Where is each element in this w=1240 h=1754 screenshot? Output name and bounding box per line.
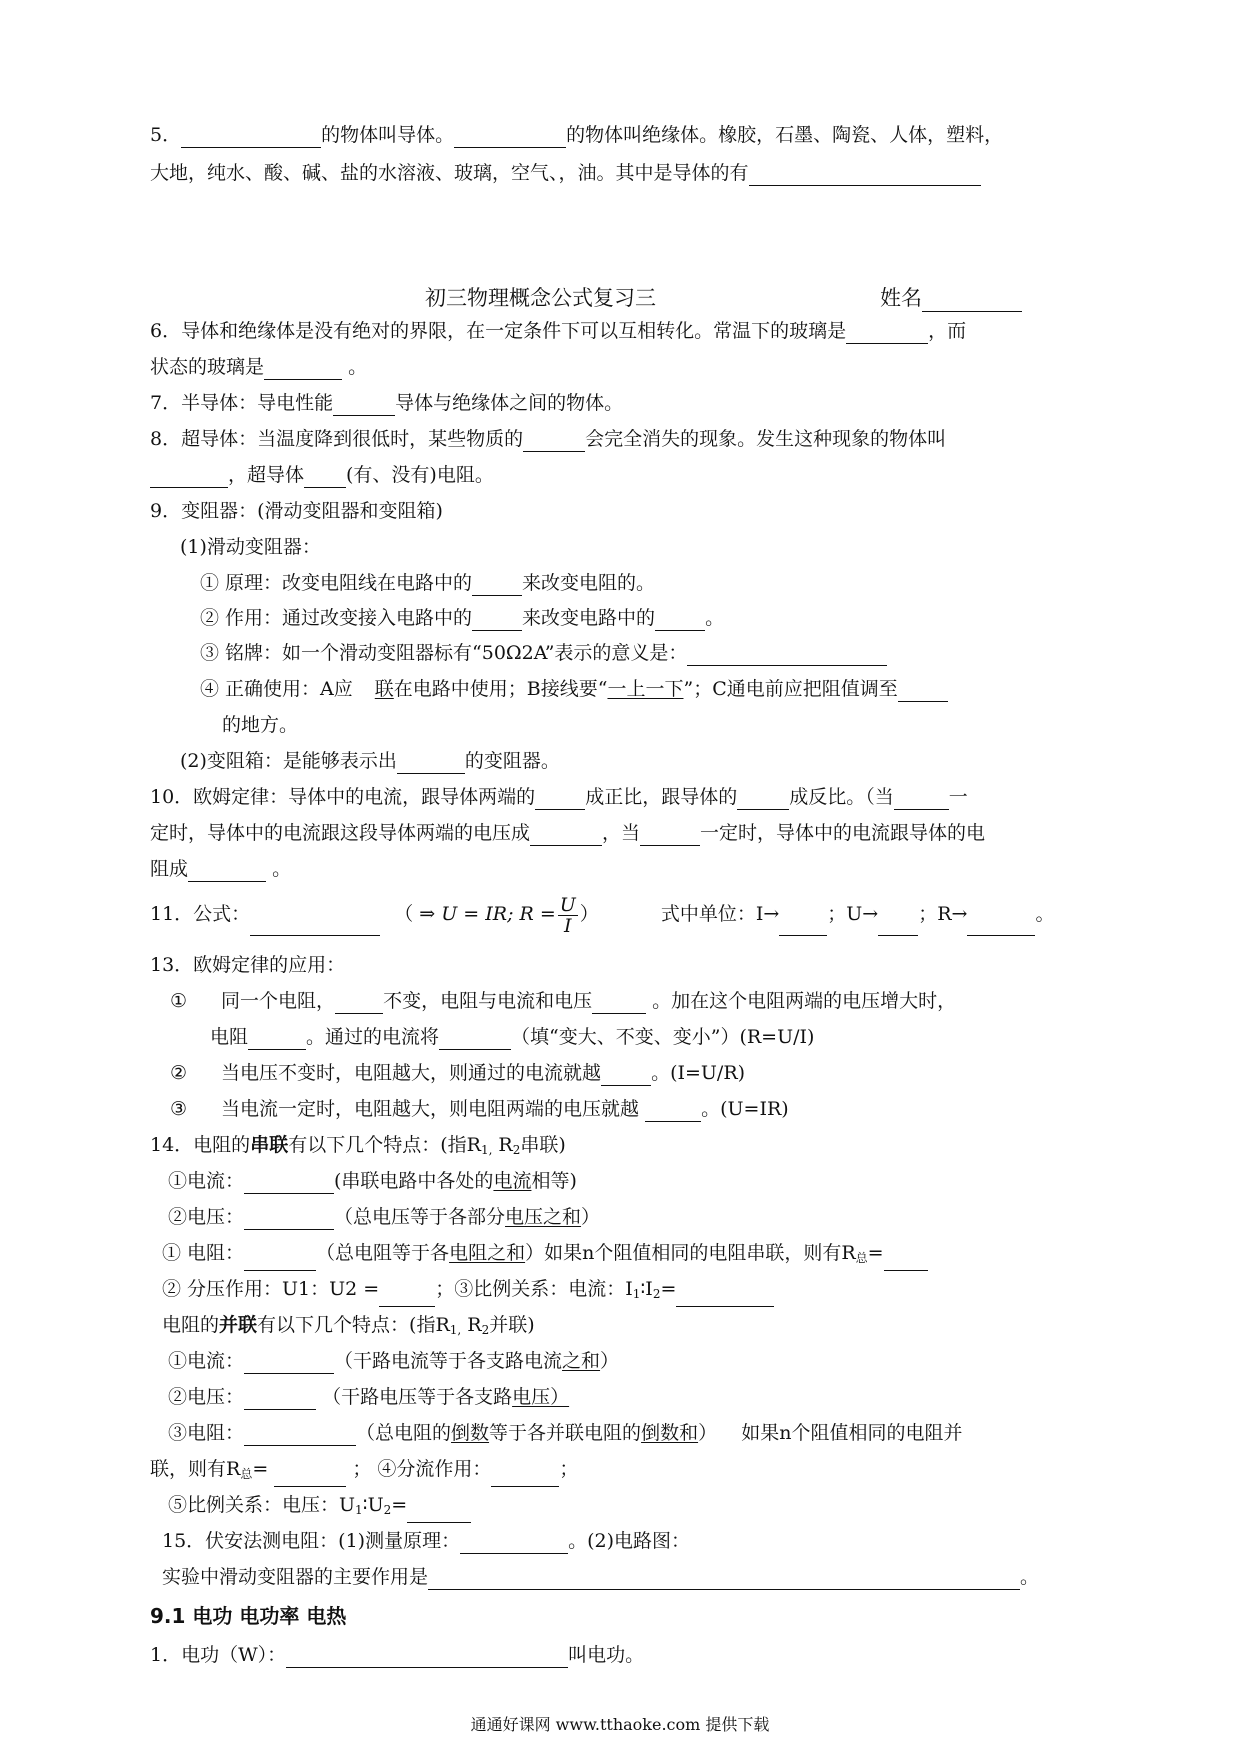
q10-blank-5[interactable] — [640, 825, 700, 846]
q14-p-d: R — [461, 1314, 482, 1336]
q9-item4 — [200, 676, 948, 702]
q14-parallel-title — [162, 1312, 535, 1343]
q13-b1: ② — [170, 1062, 188, 1084]
q15-l2b: 。 — [1020, 1566, 1040, 1588]
q13-a4: 。加在这个电阻两端的电压增大时， — [652, 990, 957, 1012]
q14-p2 — [168, 1384, 569, 1410]
q5-text2: 的物体叫绝缘体。橡胶，石墨、陶瓷、人体，塑料， — [566, 124, 1004, 146]
q15-t2: 。(2)电路图： — [568, 1530, 691, 1552]
q14-s3s: 总 — [855, 1251, 868, 1265]
q7-blank[interactable] — [333, 395, 395, 416]
q14-p3a: ③电阻： — [168, 1422, 245, 1444]
q11-t5: ；U→ — [827, 903, 879, 925]
q14-p1b: （干路电流等于各支路电流 — [334, 1350, 563, 1372]
q10-l2b: ，当 — [602, 822, 641, 844]
q14-s3b: （总电阻等于各 — [316, 1242, 450, 1264]
q7-text2: 导体与绝缘体之间的物体。 — [395, 392, 624, 414]
q6-line1 — [150, 318, 966, 344]
q14-title-s2: 2 — [512, 1143, 521, 1157]
q11-t4: 式中单位：I→ — [660, 903, 780, 925]
q14-p3c: 等于各并联电阻的 — [489, 1422, 642, 1444]
q14-p5b: ∶U — [362, 1494, 384, 1516]
q10-line2 — [150, 820, 985, 846]
q14-blank-6[interactable] — [676, 1286, 774, 1307]
q5-blank-2[interactable] — [454, 127, 566, 148]
q9-sub2b: 的变阻器。 — [464, 750, 560, 772]
q9-blank-3[interactable] — [655, 610, 705, 631]
q14-s1c: 相等) — [531, 1170, 577, 1192]
q13-a1: ① — [170, 990, 188, 1012]
q5-line1 — [150, 122, 1003, 148]
q14-p5a: ⑤比例关系：电压：U — [168, 1494, 356, 1516]
q14-title-b: 串联 — [250, 1134, 289, 1156]
q9-item2 — [200, 605, 724, 631]
q10-l3b: 。 — [272, 858, 292, 880]
q14-p1a: ①电流： — [168, 1350, 245, 1372]
q14-p3d: ） 如果n个阻值相同的电阻并 — [698, 1422, 963, 1444]
q7-text1: 7．半导体：导电性能 — [150, 392, 334, 414]
q13-item2 — [170, 1060, 745, 1086]
q15-l2a: 实验中滑动变阻器的主要作用是 — [162, 1566, 429, 1588]
q14-s2c: ） — [581, 1206, 601, 1228]
q15-t1: 15．伏安法测电阻：(1)测量原理： — [162, 1530, 461, 1552]
q14-s1 — [168, 1168, 577, 1194]
q14-title — [150, 1132, 566, 1163]
q6-text2: ，而 — [928, 320, 967, 342]
q15-blank-1[interactable] — [460, 1533, 568, 1554]
q14-s4s2: 2 — [652, 1287, 661, 1301]
q13-item1-cont — [210, 1024, 814, 1050]
q11-blank-1[interactable] — [250, 915, 380, 936]
q9-i2b: 来改变电路中的 — [522, 607, 656, 629]
q11-frac-num: U — [559, 893, 576, 916]
q13-blank-4[interactable] — [439, 1029, 511, 1050]
q14-s2 — [168, 1204, 600, 1230]
q11-t3: ） — [579, 903, 599, 925]
q9-i4u2: 一上一下 — [607, 678, 684, 700]
q5-number: 5． — [150, 124, 182, 146]
q9-item3 — [200, 640, 887, 666]
e1-t2: 叫电功。 — [568, 1644, 645, 1666]
q13-b2: 当电压不变时，电阻越大，则通过的电流就越 — [221, 1062, 602, 1084]
q14-p-a: 电阻的 — [162, 1314, 220, 1336]
q10-blank-1[interactable] — [535, 789, 585, 810]
q11-t2: （ ⇒ — [394, 903, 436, 925]
q8-text2: 会完全消失的现象。发生这种现象的物体叫 — [585, 428, 947, 450]
q9-i4a: ④ 正确使用：A应 — [200, 678, 353, 700]
q15-line2 — [162, 1564, 1039, 1590]
q14-blank-4[interactable] — [884, 1250, 928, 1271]
q11-frac-den: I — [564, 914, 572, 937]
q14-p-s1: 1, — [449, 1323, 462, 1337]
q13-a3: 不变，电阻与电流和电压 — [383, 990, 593, 1012]
q14-p-b: 并联 — [219, 1314, 258, 1336]
q13-a7: （填“变大、不变、变小”）(R=U/I) — [511, 1026, 815, 1048]
q13-a2: 同一个电阻， — [221, 990, 336, 1012]
q6-blank-1[interactable] — [846, 323, 928, 344]
q10-blank-2[interactable] — [737, 789, 789, 810]
q9-i4c: ”；C通电前应把阻值调至 — [683, 678, 898, 700]
q9-sub2 — [180, 748, 560, 774]
q14-p1c: ） — [600, 1350, 620, 1372]
q13-c1: ③ — [170, 1098, 188, 1120]
q14-p5s2: 2 — [383, 1503, 392, 1517]
q10-t4: 一 — [948, 786, 968, 808]
q9-blank-1[interactable] — [472, 575, 522, 596]
footer-text: 通通好课网 www.tthaoke.com 提供下载 — [470, 1715, 770, 1734]
q10-blank-4[interactable] — [530, 825, 602, 846]
q14-blank-1[interactable] — [244, 1173, 334, 1194]
q6-text1: 6．导体和绝缘体是没有绝对的界限，在一定条件下可以互相转化。常温下的玻璃是 — [150, 320, 847, 342]
q14-blank-5[interactable] — [379, 1286, 435, 1307]
q14-p2a: ②电压： — [168, 1386, 245, 1408]
q14-title-d: R — [492, 1134, 513, 1156]
q9-item4-cont: 的地方。 — [222, 714, 299, 736]
q14-blank-11[interactable] — [491, 1466, 559, 1487]
q14-blank-3[interactable] — [244, 1250, 316, 1271]
e1-t1: 1．电功（W）： — [150, 1644, 287, 1666]
q13-blank-3[interactable] — [248, 1029, 306, 1050]
q8-blank-1[interactable] — [523, 431, 585, 452]
q14-p5s1: 1 — [355, 1503, 363, 1517]
q14-blank-10[interactable] — [274, 1466, 346, 1487]
q14-s1a: ①电流： — [168, 1170, 245, 1192]
q9-i4u: 联 — [374, 678, 394, 700]
q14-s3a: ① 电阻： — [162, 1242, 245, 1264]
q10-blank-3[interactable] — [894, 789, 949, 810]
q14-p-s2: 2 — [481, 1323, 490, 1337]
q14-p5 — [168, 1492, 471, 1523]
q13-item3 — [170, 1096, 789, 1122]
q6-line2b: 。 — [348, 356, 368, 378]
q14-p4b: = — [252, 1458, 269, 1480]
q6-line2a: 状态的玻璃是 — [150, 356, 265, 378]
q15-line1 — [162, 1528, 690, 1554]
q8-line1 — [150, 426, 946, 452]
name-field — [880, 282, 1022, 312]
q14-s3 — [162, 1240, 928, 1271]
q13-blank-6[interactable] — [645, 1101, 701, 1122]
page-title: 初三物理概念公式复习三 — [425, 286, 656, 310]
q14-blank-12[interactable] — [407, 1502, 471, 1523]
q14-p4s: 总 — [240, 1467, 253, 1481]
q8-line2 — [150, 462, 494, 488]
q15-blank-2[interactable] — [428, 1569, 1020, 1590]
q14-blank-2[interactable] — [244, 1209, 334, 1230]
q10-t2: 成正比，跟导体的 — [585, 786, 738, 808]
q14-blank-9[interactable] — [244, 1425, 356, 1446]
q8-text1: 8．超导体：当温度降到很低时，某些物质的 — [150, 428, 524, 450]
q11-t6: ；R→ — [918, 903, 968, 925]
q11-blank-3[interactable] — [878, 915, 918, 936]
q14-p1u: 之和 — [562, 1350, 601, 1372]
q14-s2a: ②电压： — [168, 1206, 245, 1228]
q10-t3: 成反比。（当 — [789, 786, 894, 808]
q14-s1b: (串联电路中各处的 — [334, 1170, 494, 1192]
section-heading: 9.1 电功 电功率 电热 — [150, 1604, 347, 1628]
q9-blank-5[interactable] — [898, 681, 948, 702]
q14-p4c: ； ④分流作用： — [352, 1458, 492, 1480]
q13-a6: 。通过的电流将 — [306, 1026, 440, 1048]
q9-sub2a: (2)变阻箱：是能够表示出 — [180, 750, 397, 772]
e1-blank[interactable] — [286, 1647, 568, 1668]
q6-blank-2[interactable] — [264, 359, 342, 380]
q9-blank-4[interactable] — [687, 645, 887, 666]
q13-item1 — [170, 988, 956, 1014]
q9-i4b: 在电路中使用；B接线要“ — [393, 678, 608, 700]
q8-blank-3[interactable] — [304, 467, 346, 488]
q14-p4a: 联，则有R — [150, 1458, 241, 1480]
q9-sub1: (1)滑动变阻器： — [180, 536, 321, 558]
q10-blank-6[interactable] — [188, 861, 266, 882]
q13-a5: 电阻 — [210, 1026, 249, 1048]
q10-t1: 10．欧姆定律：导体中的电流，跟导体两端的 — [150, 786, 536, 808]
q14-s3u: 电阻之和 — [449, 1242, 526, 1264]
q9-i1a: ① 原理：改变电阻线在电路中的 — [200, 572, 473, 594]
q5-blank-3[interactable] — [749, 165, 981, 186]
q9-item1 — [200, 570, 655, 596]
q6-line2 — [150, 354, 367, 380]
q14-p-c: 有以下几个特点：(指R — [257, 1314, 450, 1336]
q14-p3u2: 倒数和 — [641, 1422, 699, 1444]
q14-p3u: 倒数 — [451, 1422, 490, 1444]
q13-blank-5[interactable] — [601, 1065, 651, 1086]
q10-line3 — [150, 856, 291, 882]
q13-c3: 。(U=IR) — [701, 1098, 789, 1120]
q5-line2 — [150, 160, 981, 186]
q14-title-a: 14．电阻的 — [150, 1134, 251, 1156]
q14-p4 — [150, 1456, 578, 1487]
q14-p5c: = — [391, 1494, 408, 1516]
q14-s4b: ；③比例关系：电流：I — [435, 1278, 633, 1300]
q14-s2b: （总电压等于各部分 — [334, 1206, 506, 1228]
q9-i2a: ② 作用：通过改变接入电路中的 — [200, 607, 473, 629]
q10-line1 — [150, 784, 968, 810]
q14-s4 — [162, 1276, 774, 1307]
q9-i3a: ③ 铭牌：如一个滑动变阻器标有“50Ω2A”表示的意义是： — [200, 642, 688, 664]
q11-blank-2[interactable] — [779, 915, 827, 936]
q14-s2u: 电压之和 — [505, 1206, 582, 1228]
q13-blank-1[interactable] — [335, 993, 383, 1014]
q10-l2c: 一定时，导体中的电流跟导体的电 — [700, 822, 986, 844]
q13-c2: 当电流一定时，电阻越大，则电阻两端的电压就越 — [221, 1098, 640, 1120]
q13-blank-2[interactable] — [592, 993, 646, 1014]
q13-b3: 。(I=U/R) — [651, 1062, 746, 1084]
q14-title-e: 串联) — [520, 1134, 566, 1156]
q14-s4c: ∶I — [640, 1278, 653, 1300]
q9-title: 9．变阻器：(滑动变阻器和变阻箱) — [150, 500, 443, 522]
q8-line2a: ，超导体 — [228, 464, 305, 486]
q14-s3d: = — [867, 1242, 884, 1264]
q5-line2-text: 大地，纯水、酸、碱、盐的水溶液、玻璃，空气、，油。其中是导体的有 — [150, 162, 749, 184]
q14-p2u: 电压） — [512, 1386, 570, 1408]
q14-title-c: 有以下几个特点：(指R — [288, 1134, 481, 1156]
q9-blank-2[interactable] — [472, 610, 522, 631]
q10-l3a: 阻成 — [150, 858, 189, 880]
q14-p4d: ； — [559, 1458, 579, 1480]
q10-l2a: 定时，导体中的电流跟这段导体两端的电压成 — [150, 822, 531, 844]
q5-blank-1[interactable] — [181, 127, 321, 148]
q11-t1: 11．公式： — [150, 903, 251, 925]
name-blank[interactable] — [922, 291, 1022, 312]
q14-p-e: 并联) — [489, 1314, 535, 1336]
q14-p3b: （总电阻的 — [356, 1422, 452, 1444]
q14-p2b: （干路电压等于各支路 — [322, 1386, 513, 1408]
q8-blank-2[interactable] — [150, 467, 228, 488]
e1-line — [150, 1642, 644, 1668]
q14-blank-8[interactable] — [244, 1389, 316, 1410]
q5-text1: 的物体叫导体。 — [321, 124, 455, 146]
q14-p1 — [168, 1348, 619, 1374]
q9-i2c: 。 — [705, 607, 725, 629]
q14-s4s1: 1 — [632, 1287, 641, 1301]
q14-s4a: ② 分压作用：U1：U2 = — [162, 1278, 380, 1300]
q14-s3c: ）如果n个阻值相同的电阻串联，则有R — [525, 1242, 856, 1264]
q13-title: 13．欧姆定律的应用： — [150, 954, 346, 976]
q11-fraction — [558, 895, 578, 936]
q14-s4d: = — [660, 1278, 677, 1300]
q9-i1b: 来改变电阻的。 — [522, 572, 656, 594]
q14-blank-7[interactable] — [244, 1353, 334, 1374]
q14-p3 — [168, 1420, 962, 1446]
q11-blank-4[interactable] — [967, 915, 1035, 936]
q11-formula: U = IR; R = — [441, 903, 556, 925]
name-label: 姓名 — [880, 286, 922, 310]
q14-title-s1: 1, — [480, 1143, 493, 1157]
q11-t7: 。 — [1035, 903, 1055, 925]
q7-line — [150, 390, 623, 416]
q14-s1u: 电流 — [493, 1170, 532, 1192]
q8-line2b: (有、没有)电阻。 — [346, 464, 494, 486]
q11-line — [150, 892, 1054, 936]
q9-blank-6[interactable] — [397, 753, 465, 774]
